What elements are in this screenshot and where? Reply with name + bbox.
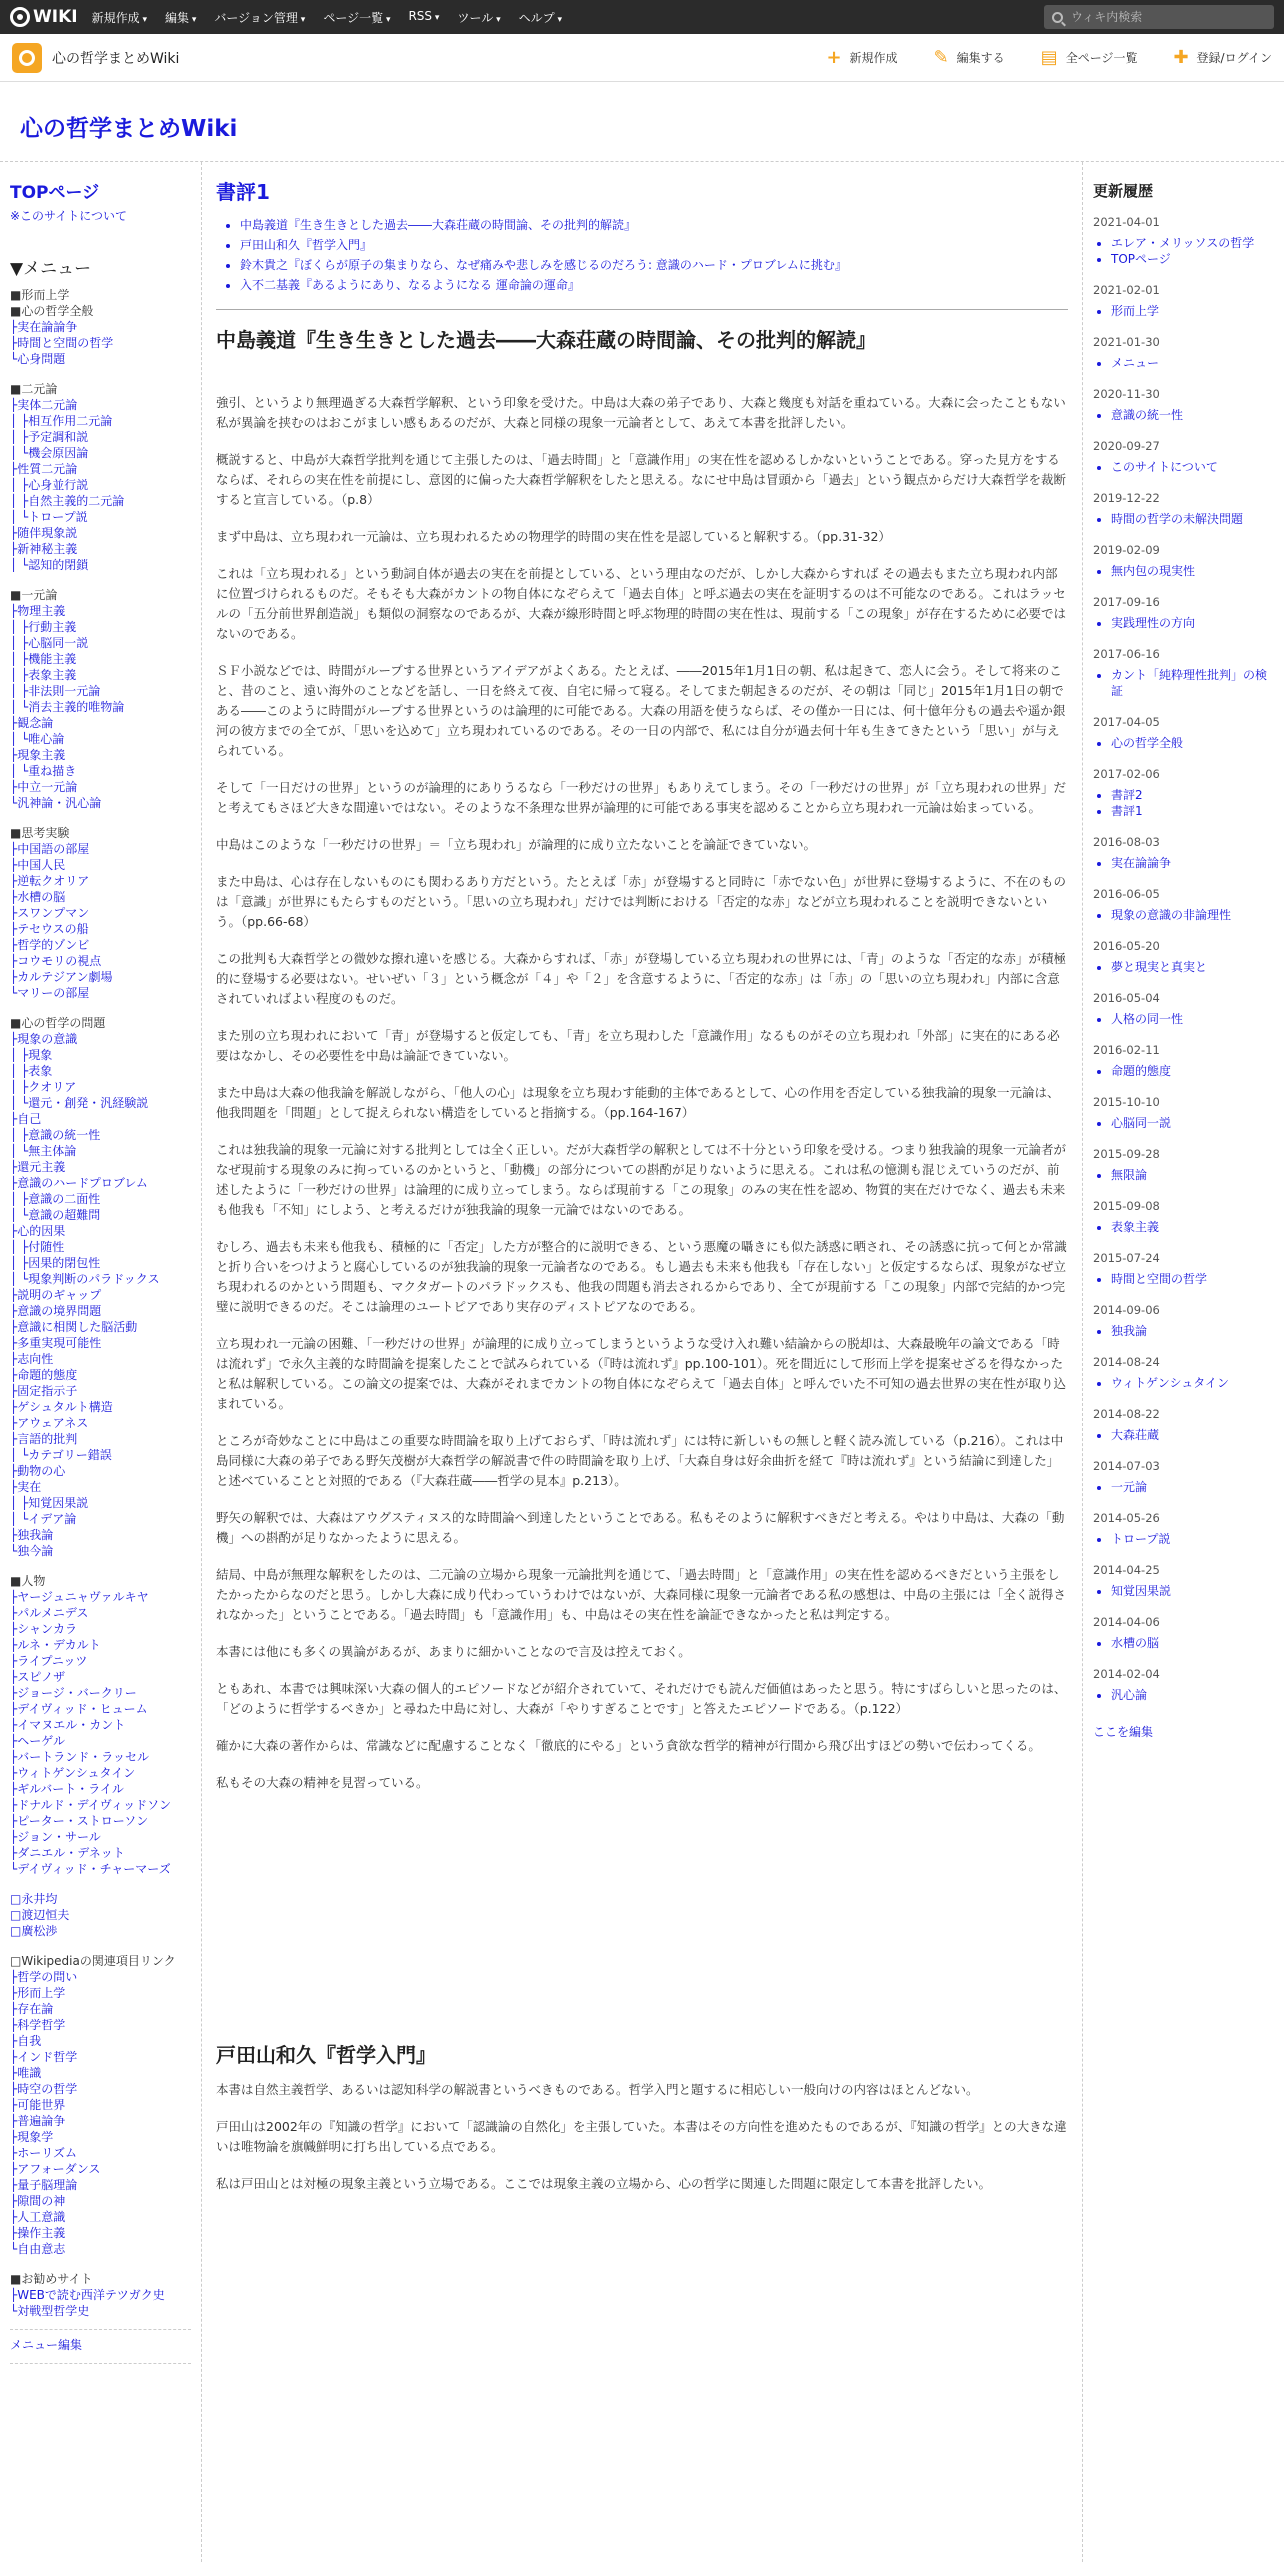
toc-item[interactable]: • 戸田山和久『哲学入門』 [240,235,1068,255]
side-menu-item[interactable]: │ └トロープ説 [10,510,88,524]
side-menu-item[interactable]: ├普遍論争 [10,2114,66,2128]
about-link[interactable]: ※このサイトについて [10,209,127,223]
history-date: 2014-04-06 [1093,1615,1160,1629]
history-item[interactable]: • 知覚因果説 [1111,1583,1274,1599]
history-date: 2014-04-25 [1093,1563,1160,1577]
side-menu-item[interactable]: ├動物の心 [10,1464,66,1478]
user-add-icon: ✚ [1173,47,1189,68]
side-menu-item[interactable]: │ └無主体論 [10,1144,77,1158]
history-date: 2014-02-04 [1093,1667,1160,1681]
paragraph: ところが奇妙なことに中島はこの重要な時間論を取り上げておらず、「時は流れず」には特に新しいもの無しと軽く読み流している（p.216）。これは中島同様に大森の弟子である野矢茂樹が大森哲学の解説書で件の時間論を取り上げ、「大森自身は好余曲折を経て『時は流れず』という結論に到達した」と述べていることと対照的である（『大森荘蔵――哲学の見本』p.213）。 [216,1433,1064,1488]
history-item[interactable]: • 一元論 [1111,1479,1274,1495]
history-date: 2016-06-05 [1093,887,1160,901]
side-menu-item[interactable]: ├観念論 [10,716,54,730]
search-icon [1052,12,1063,23]
toc-item[interactable]: • 鈴木貴之『ぼくらが原子の集まりなら、なぜ痛みや悲しみを感じるのだろう: 意識のハード・プロブレムに挑む』 [240,255,1068,275]
side-menu-item[interactable]: ├バートランド・ラッセル [10,1750,149,1764]
paragraph: そして「一日だけの世界」というのが論理的にありうるなら「一秒だけの世界」もありえてしまう。その「一秒だけの世界」が「立ち現われの世界」だと考えてもさほど大きな間違いではない。そのような不条理な世界が論理的に可能である事実を認めることから立ち現われ一元論は始まっている。 [216,780,1067,815]
side-menu-item[interactable]: │ ├自然主義的二元論 [10,494,125,508]
history-item[interactable]: • 意識の統一性 [1111,407,1274,423]
side-menu-item[interactable]: ■人物 [10,1574,46,1588]
history-item[interactable]: • 実在論論争 [1111,855,1274,871]
at-logo-icon [10,7,30,27]
side-menu-item[interactable]: ├テセウスの船 [10,922,89,936]
side-menu-item[interactable]: ├科学哲学 [10,2018,66,2032]
side-menu-item[interactable]: ├デイヴィッド・ヒューム [10,1702,148,1716]
paragraph: ＳＦ小説などでは、時間がループする世界というアイデアがよくある。たとえば、――2015年1月1日の朝、私は起きて、恋人に会う。そして将来のこと、昔のこと、遠い海外のことなどを話し、一日を終えて夜、自宅に帰って寝る。そしてまた朝起きるのだが、その朝は「同じ」2015年1月1日の朝である――このように時間がループする世界というのは論理的に可能である。大森の用語を使うならば、その僅か一日には、何十億年分もの過去や遥か銀河の彼方までの全てが、「思いを込めて」立ち現われているのである。その一日の内部で、私には自分が過去何十年も生きてきたという「思い」が与えられている。 [216,663,1066,758]
wiki-search[interactable] [1044,5,1274,29]
history-item[interactable]: • ウィトゲンシュタイン [1111,1375,1274,1391]
side-menu-item[interactable]: ├実在 [10,1480,42,1494]
side-menu-item[interactable]: └汎神論・汎心論 [10,796,102,810]
side-menu-item[interactable]: │ ├表象 [10,1064,53,1078]
header-action-label: 新規作成 [849,51,898,65]
paragraph: 野矢の解釈では、大森はアウグスティヌス的な時間論へ到達したということである。私もそのように解釈すべきだと考える。やはり中島は、大森の「動機」への斟酌が足りなかったように思える。 [216,1510,1065,1545]
history-date: 2015-09-28 [1093,1147,1160,1161]
pencil-icon: ✎ [933,47,949,68]
side-menu-item[interactable]: │ └還元・創発・汎経験説 [10,1096,149,1110]
right-edit-link[interactable]: ここを編集 [1093,1725,1154,1739]
side-menu-item[interactable]: ├実在論論争 [10,320,78,334]
paragraph: 強引、というより無理過ぎる大森哲学解釈、という印象を受けた。中島は大森の弟子であり、大森と幾度も対話を重ねている。大森に会ったこともない私が異論を挟むのはおこがましい感もあるのだが、大森と同様の現象一元論者として、あえて本書を批評したい。 [216,395,1066,430]
paragraph: また中島は大森の他我論を解説しながら、「他人の心」は現象を立ち現わす能動的主体であるとして、心の作用を否定している独我論的現象一元論は、他我問題を「問題」として捉えられない構造をしていると指摘する。（pp.164-167） [216,1085,1060,1120]
history-date: 2016-05-20 [1093,939,1160,953]
side-menu-item[interactable]: ├唯識 [10,2066,42,2080]
history-item[interactable]: • 時間と空間の哲学 [1111,1271,1274,1287]
side-menu-item[interactable]: ├ダニエル・デネット [10,1846,125,1860]
history-item[interactable]: • 表象主義 [1111,1219,1274,1235]
history-list [1093,735,1274,751]
wiki-logo[interactable]: WIKI [10,7,78,27]
side-menu-item[interactable]: ■心の哲学の問題 [10,1016,106,1030]
side-menu-item[interactable]: ├哲学的ゾンビ [10,938,90,952]
side-menu-item[interactable]: └マリーの部屋 [10,986,90,1000]
history-list [1093,1375,1274,1391]
side-menu-item[interactable]: ├ライプニッツ [10,1654,88,1668]
history-list [1093,1687,1274,1703]
main-content [202,162,1082,2562]
side-menu-item[interactable]: □永井均 [10,1892,58,1906]
toc-item[interactable]: • 入不二基義『あるようにあり、なるようになる 運命論の運命』 [240,275,1068,295]
side-menu [10,287,191,2319]
history-item[interactable]: • 水槽の脳 [1111,1635,1274,1651]
paragraph: 結局、中島が無理な解釈をしたのは、二元論の立場から現象一元論批判を通じて、「過去時間」と「意識作用」の実在性を認めるべきだという主張をしたかったからなのだと思う。しかし大森に成り代わっていうわけではないが、大森同様に現象一元論者である私の感想は、中島の主張には「全く説得されなかった」ということである。「過去時間」も「意識作用」も、中島はその実在性を論証できなかったと私は判定する。 [216,1567,1066,1622]
history-date: 2017-02-06 [1093,767,1160,781]
side-menu-item[interactable]: ├可能世界 [10,2098,66,2112]
top-menu-item[interactable]: 新規作成 ▾ [92,9,147,26]
side-menu-item[interactable]: ├ヤージュニャヴァルキヤ [10,1590,149,1604]
top-menu-item[interactable]: ツール ▾ [457,9,500,26]
history-list [1093,1219,1274,1235]
history-list [1093,1531,1274,1547]
history-item[interactable]: • 命題的態度 [1111,1063,1274,1079]
search-input[interactable] [1071,10,1261,24]
history-item[interactable]: • カント「純粋理性批判」の検証 [1111,667,1274,699]
side-menu-item[interactable]: ├ルネ・デカルト [10,1638,101,1652]
history-item[interactable]: • トロープ説 [1111,1531,1274,1547]
side-menu-item[interactable]: ├命題的態度 [10,1368,78,1382]
update-history [1093,215,1274,1703]
history-item[interactable]: • 現象の意識の非論理性 [1111,907,1274,923]
history-date: 2014-08-24 [1093,1355,1160,1369]
history-item[interactable]: • このサイトについて [1111,459,1274,475]
side-menu-item[interactable]: ├ジョージ・バークリー [10,1686,137,1700]
side-menu-item[interactable]: │ └イデア論 [10,1512,77,1526]
paragraph: これは「立ち現われる」という動詞自体が過去の実在を前提としている、という理由なのだが、しかし大森からすれば その過去もまた立ち現われ内部に位置づけられるものだ。そもそも大森がカントの物自体になぞらえて「過去自体」と呼ぶ過去の実在を証明するのは不可能なのである。これはラッセルの「五分前世界創造説」も類似の洞察なのであるが、大森が線形時間と呼ぶ物理的時間の実在性は、現前する「この現象」が存在するために必要ではないのである。 [216,566,1067,641]
side-menu-item[interactable]: ├隙間の神 [10,2194,66,2208]
history-list [1093,787,1274,819]
side-menu-item[interactable]: └デイヴィッド・チャーマーズ [10,1862,171,1876]
side-menu-item[interactable]: ├現象の意識 [10,1032,78,1046]
paragraph: この批判も大森哲学との微妙な擦れ違いを感じる。大森からすれば、「赤」が登場している立ち現われの世界には、「青」のような「否定的な赤」が積極的に登場する必要はない。せいぜい「３」という概念が「４」や「２」を含意するように、「否定的な赤」は「赤」の「思いの立ち現われ」内部に含意されていればよい程度のものだ。 [216,951,1067,1006]
side-menu-item[interactable]: ├時空の哲学 [10,2082,78,2096]
top-menu-item[interactable]: ヘルプ ▾ [519,9,562,26]
history-date: 2021-01-30 [1093,335,1160,349]
header-action-2[interactable] [1041,47,1138,68]
header-action-1[interactable] [934,47,1005,68]
history-date: 2016-08-03 [1093,835,1160,849]
side-menu-item[interactable]: │ ├意識の統一性 [10,1128,101,1142]
history-date: 2014-09-06 [1093,1303,1160,1317]
side-menu-item[interactable]: ■一元論 [10,588,58,602]
header-action-label: 登録/ログイン [1196,51,1272,65]
side-menu-item[interactable]: ├人工意識 [10,2210,66,2224]
side-menu-item[interactable]: │ ├表象主義 [10,668,77,682]
side-menu-item[interactable]: ├コウモリの視点 [10,954,102,968]
side-menu-item[interactable]: └独今論 [10,1544,54,1558]
side-menu-item[interactable]: ■形而上学 [10,288,70,302]
history-date: 2015-10-10 [1093,1095,1160,1109]
side-menu-item[interactable]: │ └認知的閉鎖 [10,558,89,572]
side-menu-item[interactable]: ├ドナルド・デイヴィッドソン [10,1798,172,1812]
paragraph: 確かに大森の著作からは、常識などに配慮することなく「徹底的にやる」という貪欲な哲学的精神が行間から飛び出すほどの勢いで伝わってくる。 [216,1738,1041,1753]
history-list [1093,1323,1274,1339]
history-list [1093,1011,1274,1027]
side-menu-item[interactable]: ├性質二元論 [10,462,78,476]
side-menu-item[interactable]: │ ├意識の二面性 [10,1192,101,1206]
side-menu-item[interactable]: ■お勧めサイト [10,2272,93,2286]
side-menu-item[interactable]: ├時間と空間の哲学 [10,336,114,350]
side-menu-item[interactable]: │ ├機能主義 [10,652,77,666]
side-menu-item[interactable]: │ └消去主義的唯物論 [10,700,125,714]
side-menu-item[interactable]: │ ├知覚因果説 [10,1496,89,1510]
side-menu-item[interactable]: ├量子脳理論 [10,2178,78,2192]
side-menu-item[interactable]: │ └機会原因論 [10,446,89,460]
table-of-contents [216,215,1068,295]
history-date: 2014-08-22 [1093,1407,1160,1421]
side-menu-item[interactable]: ├中国人民 [10,858,66,872]
toc-item[interactable]: • 中島義道『生き生きとした過去――大森荘蔵の時間論、その批判的解読』 [240,215,1068,235]
history-list [1093,1063,1274,1079]
paragraph: 私は戸田山とは対極の現象主義という立場である。ここでは現象主義の立場から、心の哲学に関連した問題に限定して本書を批評したい。 [216,2176,992,2191]
history-list [1093,1167,1274,1183]
paragraph: 中島はこのような「一秒だけの世界」＝「立ち現われ」が論理的に成り立たないことを論証できていない。 [216,837,817,852]
side-menu-item[interactable]: ├水槽の脳 [10,890,66,904]
side-menu-item[interactable]: │ └カテゴリー錯誤 [10,1448,112,1462]
section-title: 書評1 [216,180,270,204]
side-menu-item[interactable]: │ └意識の超難問 [10,1208,101,1222]
side-menu-item[interactable]: ├物理主義 [10,604,66,618]
history-list [1093,235,1274,267]
side-menu-item[interactable]: │ └現象判断のパラドックス [10,1272,160,1286]
side-menu-item[interactable]: └対戦型哲学史 [10,2304,90,2318]
history-item[interactable]: • 夢と現実と真実と [1111,959,1274,975]
menu-title: ▼メニュー [10,259,92,279]
header-action-label: 編集する [956,51,1005,65]
history-list [1093,667,1274,699]
history-item[interactable]: • 書評1 [1111,803,1274,819]
paragraph: 立ち現われ一元論の困難、「一秒だけの世界」が論理的に成り立ってしまうというような受け入れ難い結論からの脱却は、大森最晩年の論文である「時は流れず」で永久主義的な時間論を提案したことで試みられている（『時は流れず』pp.100-101）。死を間近にして形而上学を提案せざるを得なかったと私は解釈している。この論文の提案では、大森がそれまでカントの物自体になぞらえて「過去自体」と呼んでいた不可知の過去世界の実在性が取り込まれている。 [216,1336,1067,1411]
paragraph: ともあれ、本書では興味深い大森の個人的エピソードなどが紹介されていて、それだけでも読んだ価値はあったと思う。特にすばらしいと思ったのは、「どのように哲学するべきか」と尋ねた中島に対し、大森が「やりすぎることです」と答えたエピソードである。（p.122） [216,1681,1067,1716]
history-item[interactable]: • 無限論 [1111,1167,1274,1183]
header-action-3[interactable] [1173,47,1272,68]
history-list [1093,615,1274,631]
side-menu-item[interactable]: ├ゲシュタルト構造 [10,1400,113,1414]
header-actions [826,47,1272,68]
side-menu-item[interactable]: □渡辺恒夫 [10,1908,70,1922]
side-menu-item[interactable]: ├中国語の部屋 [10,842,90,856]
page-title-area [0,82,1284,162]
history-list [1093,511,1274,527]
side-menu-item[interactable]: ├随伴現象説 [10,526,78,540]
history-date: 2017-09-16 [1093,595,1160,609]
history-date: 2015-09-08 [1093,1199,1160,1213]
history-item[interactable]: • 汎心論 [1111,1687,1274,1703]
side-menu-item[interactable]: ├ヘーゲル [10,1734,65,1748]
update-history-title: 更新履歴 [1093,182,1154,200]
side-menu-item[interactable]: │ ├行動主義 [10,620,77,634]
side-menu-item[interactable]: ├意識のハードプロブレム [10,1176,148,1190]
side-menu-item[interactable]: ├意識に相関した脳活動 [10,1320,138,1334]
paragraph: また中島は、心は存在しないものにも関わるあり方だという。たとえば「赤」が登場すると同時に「赤でない色」が世界に登場するように、不在のものは「意識」が世界にもたらすものだという。「思いの立ち現われ」だけでは判断における「否定的な赤」などが立ち現われることを説明できないという。（pp.66-68） [216,874,1067,929]
side-menu-item[interactable]: ├現象学 [10,2130,54,2144]
side-menu-item[interactable]: ├ピーター・ストローソン [10,1814,149,1828]
side-menu-item[interactable]: ├中立一元論 [10,780,78,794]
side-menu-item[interactable]: ├ジョン・サール [10,1830,101,1844]
top-navbar [0,0,1284,34]
side-menu-item[interactable]: ├パルメニデス [10,1606,89,1620]
history-list [1093,355,1274,371]
history-item[interactable]: • 時間の哲学の未解決問題 [1111,511,1274,527]
side-menu-item[interactable]: ├スワンプマン [10,906,90,920]
history-list [1093,1427,1274,1443]
header-action-0[interactable] [826,47,897,68]
side-menu-item[interactable]: └心身問題 [10,352,66,366]
side-menu-item[interactable]: □廣松渉 [10,1924,58,1938]
history-item[interactable]: • 形而上学 [1111,303,1274,319]
side-menu-item[interactable]: ├自我 [10,2034,42,2048]
history-list [1093,1115,1274,1131]
side-menu-item[interactable]: ├操作主義 [10,2226,66,2240]
plus-icon: + [826,47,842,68]
paragraph: 戸田山は2002年の『知識の哲学』において「認識論の自然化」を主張していた。本書はその方向性を進めたものであるが、『知識の哲学』との大きな違いは唯物論を旗幟鮮明に打ち出している点である。 [216,2119,1067,2154]
side-menu-item[interactable]: │ ├付随性 [10,1240,65,1254]
paragraph: 概説すると、中島が大森哲学批判を通じて主張したのは、「過去時間」と「意識作用」の実在性を認めるしかないということである。穿った見方をするならば、それらの実在性を前提にし、意図的に偏った大森哲学解釈をしたと思える。なにせ中島は冒頭から「過去」という観点からだけ大森哲学を裁断すると宣言している。（p.8） [216,452,1067,507]
side-menu-item[interactable]: │ ├予定調和説 [10,430,89,444]
side-menu-item[interactable]: ├インド哲学 [10,2050,78,2064]
side-menu-item[interactable]: ├逆転クオリア [10,874,90,888]
side-menu-item[interactable]: ├ウィトゲンシュタイン [10,1766,136,1780]
history-item[interactable]: • TOPページ [1111,251,1274,267]
side-menu-item[interactable]: ├心的因果 [10,1224,66,1238]
history-list [1093,907,1274,923]
side-menu-item[interactable]: │ ├相互作用二元論 [10,414,113,428]
history-date: 2017-06-16 [1093,647,1160,661]
paragraph: これは独我論的現象一元論に対する批判としては全く正しい。だが大森哲学の解釈としては不十分という印象を受ける。つまり独我論的現象一元論者がなぜ現前する現象のみに拘っているのかというと、「動機」の部分についての斟酌が足りないように思える。これは私の憶測も混じえていうのだが、前述したように「一秒だけの世界」は論理的に成り立ってしまう。ならば現前する「この現象」のみの実在性を認め、物質的実在だけでなく、過去も未来も他我も「不知」にしよう、と考えるだけが独我論的現象一元論ではないのである。 [216,1142,1067,1217]
history-date: 2016-05-04 [1093,991,1160,1005]
side-menu-item[interactable]: ■二元論 [10,382,58,396]
history-item[interactable]: • 独我論 [1111,1323,1274,1339]
article-title-1: 中島義道『生き生きとした過去――大森荘蔵の時間論、その批判的解読』 [216,328,876,352]
top-menu-item[interactable]: 編集 ▾ [165,9,196,26]
history-list [1093,1479,1274,1495]
side-menu-item[interactable]: └自由意志 [10,2242,66,2256]
article-title-2: 戸田山和久『哲学入門』 [216,2043,436,2067]
history-list [1093,855,1274,871]
history-date: 2019-12-22 [1093,491,1160,505]
side-menu-item[interactable]: ■思考実験 [10,826,70,840]
history-list [1093,303,1274,319]
article-body-1 [216,393,1068,1793]
side-menu-item[interactable]: ├ホーリズム [10,2146,77,2160]
history-item[interactable]: • 心の哲学全般 [1111,735,1274,751]
side-menu-item[interactable]: ├固定指示子 [10,1384,78,1398]
history-list [1093,407,1274,423]
history-item[interactable]: • 書評2 [1111,787,1274,803]
paragraph: 本書は自然主義哲学、あるいは認知科学の解説書というべきものである。哲学入門と題するに相応しい一般向けの内容はほとんどない。 [216,2082,979,2097]
right-sidebar [1082,162,1284,2562]
side-menu-item[interactable]: ├実体二元論 [10,398,78,412]
site-header [0,34,1284,82]
side-menu-item[interactable]: ├形而上学 [10,1986,66,2000]
site-logo-icon[interactable] [12,43,42,73]
side-menu-item[interactable]: ├カルテジアン劇場 [10,970,113,984]
side-menu-item[interactable]: ■心の哲学全般 [10,304,94,318]
history-item[interactable]: • メニュー [1111,355,1274,371]
side-menu-item[interactable]: ├現象主義 [10,748,66,762]
document-icon: ▤ [1040,47,1058,68]
side-menu-item[interactable]: ├意識の境界問題 [10,1304,102,1318]
top-menu-item[interactable]: バージョン管理 ▾ [214,9,305,26]
history-list [1093,459,1274,475]
paragraph: 私もその大森の精神を見習っている。 [216,1775,429,1790]
history-date: 2015-07-24 [1093,1251,1160,1265]
side-menu-item[interactable]: │ ├心脳同一説 [10,636,89,650]
history-list [1093,563,1274,579]
history-item[interactable]: • 実践理性の方向 [1111,615,1274,631]
side-menu-item[interactable]: │ ├心身並行説 [10,478,89,492]
side-menu-item[interactable]: ├新神秘主義 [10,542,78,556]
side-menu-item[interactable]: │ ├クオリア [10,1080,77,1094]
history-item[interactable]: • 人格の同一性 [1111,1011,1274,1027]
site-name[interactable]: 心の哲学まとめWiki [52,50,180,67]
article-body-2 [216,2080,1068,2194]
history-date: 2021-04-01 [1093,215,1160,229]
history-date: 2014-05-26 [1093,1511,1160,1525]
paragraph: 本書には他にも多くの異論があるが、あまりに細かいことなので言及は控えておく。 [216,1644,691,1659]
history-list [1093,1271,1274,1287]
history-item[interactable]: • 心脳同一説 [1111,1115,1274,1131]
side-menu-item[interactable]: ├説明のギャップ [10,1288,102,1302]
side-menu-item[interactable]: │ ├因果的閉包性 [10,1256,101,1270]
side-menu-item[interactable]: │ ├非法則一元論 [10,684,101,698]
history-date: 2020-11-30 [1093,387,1160,401]
side-menu-item[interactable]: ├イマヌエル・カント [10,1718,126,1732]
side-menu-item[interactable]: ├独我論 [10,1528,54,1542]
side-menu-item[interactable]: ├ギルバート・ライル [10,1782,124,1796]
side-menu-item[interactable]: ├多重実現可能性 [10,1336,102,1350]
history-date: 2016-02-11 [1093,1043,1160,1057]
side-menu-item[interactable]: │ └重ね描き [10,764,77,778]
top-menu-item[interactable]: RSS ▾ [408,9,439,26]
side-menu-item[interactable]: ├アウェアネス [10,1416,89,1430]
menu-edit-link[interactable]: メニュー編集 [10,2329,191,2353]
history-date: 2017-04-05 [1093,715,1160,729]
top-page-link[interactable]: TOPページ [10,183,100,203]
history-item[interactable]: • エレア・メリッソスの哲学 [1111,235,1274,251]
side-menu-item[interactable]: ├自己 [10,1112,42,1126]
history-date: 2014-07-03 [1093,1459,1160,1473]
history-date: 2021-02-01 [1093,283,1160,297]
side-menu-item[interactable]: ├哲学の問い [10,1970,78,1984]
side-menu-item[interactable]: ├志向性 [10,1352,54,1366]
side-menu-item[interactable]: ├シャンカラ [10,1622,77,1636]
left-sidebar [0,162,202,2562]
side-menu-item[interactable]: □Wikipediaの関連項目リンク [10,1954,176,1968]
paragraph: また別の立ち現われにおいて「青」が登場すると仮定しても、「青」を立ち現わした「意識作用」なるものがその立ち現われ「外部」に実在的にある必要はなかし、その必要性を中島は論証できていない。 [216,1028,1060,1063]
side-menu-item[interactable]: ├アフォーダンス [10,2162,101,2176]
side-menu-item[interactable]: ├スピノザ [10,1670,66,1684]
history-date: 2019-02-09 [1093,543,1160,557]
history-list [1093,1583,1274,1599]
side-menu-item[interactable]: ├還元主義 [10,1160,66,1174]
history-date: 2020-09-27 [1093,439,1160,453]
side-menu-item[interactable]: ├存在論 [10,2002,54,2016]
side-menu-item[interactable]: │ └唯心論 [10,732,65,746]
page-title[interactable]: 心の哲学まとめWiki [20,116,238,142]
top-menu [92,9,562,26]
history-item[interactable]: • 大森荘蔵 [1111,1427,1274,1443]
paragraph: まず中島は、立ち現われ一元論は、立ち現われるための物理学的時間の実在性を是認していると解釈する。（pp.31-32） [216,529,891,544]
side-menu-item[interactable]: ├WEBで読む西洋テツガク史 [10,2288,165,2302]
history-item[interactable]: • 無内包の現実性 [1111,563,1274,579]
history-list [1093,1635,1274,1651]
history-list [1093,959,1274,975]
paragraph: むしろ、過去も未来も他我も、積極的に「否定」した方が整合的に説明できる、という悪魔の囁きにも似た誘惑に晒され、その誘惑に抗って何とか常識と折り合いをつけようと腐心しているのが独我論的現象一元論者なのである。もし過去も未来も他我も「存在しない」と仮定するならば、現象がなぜ立ち現われるのかという問題も、マクタガートのパラドックスも、他我の問題も消去されるからであり、全てが現前する「この現象」内部で完結的かつ完璧に説明できるのだ。そこは論理のユートピアであり実存のディストピアなのである。 [216,1239,1067,1314]
side-menu-item[interactable]: │ ├現象 [10,1048,53,1062]
side-menu-item[interactable]: ├言語的批判 [10,1432,78,1446]
header-action-label: 全ページ一覧 [1065,51,1138,65]
top-menu-item[interactable]: ページ一覧 ▾ [323,9,390,26]
